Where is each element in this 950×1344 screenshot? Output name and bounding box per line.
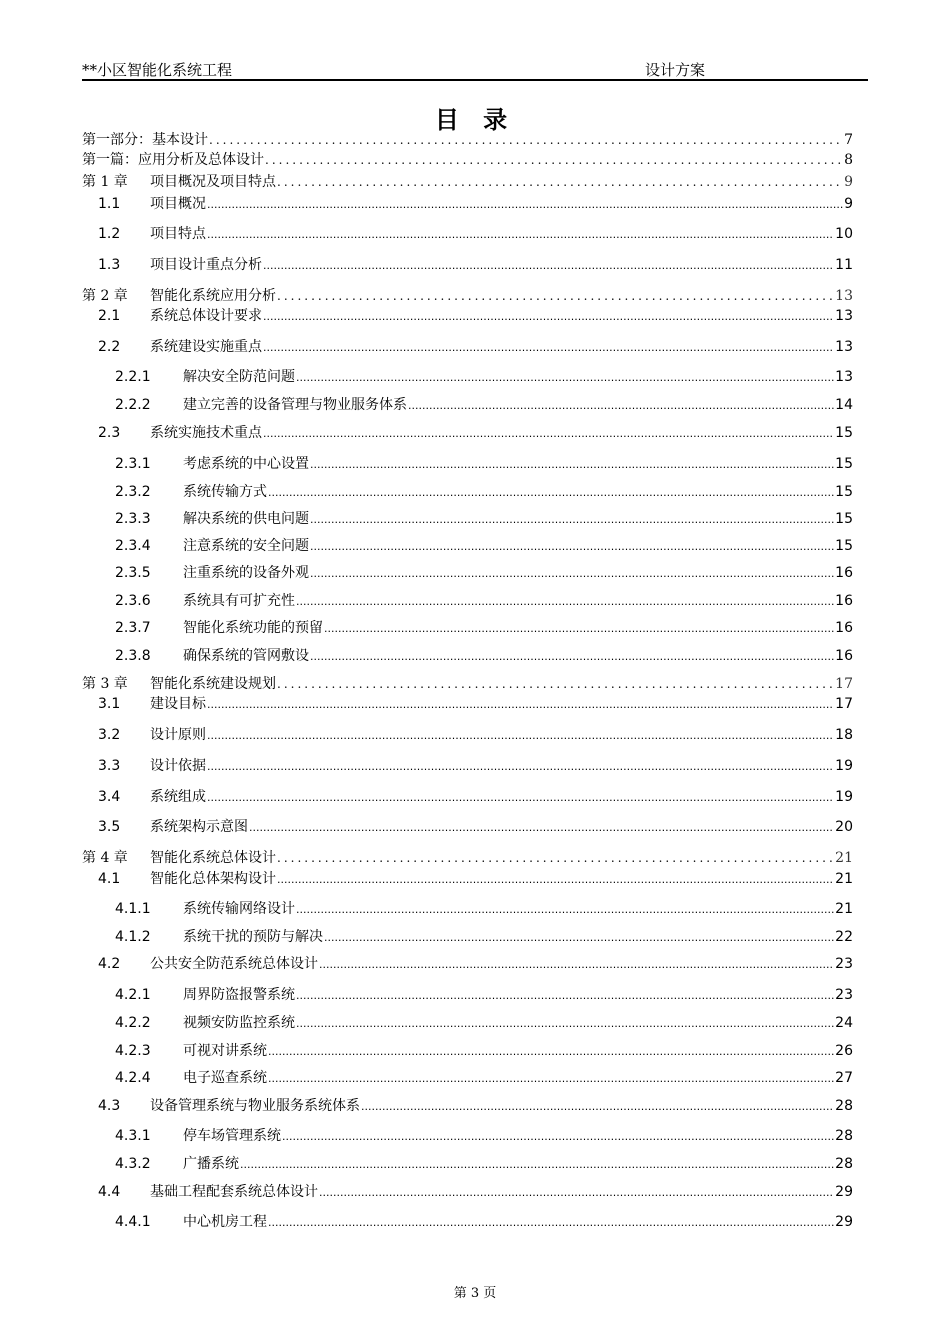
toc-entry-title: 建立完善的设备管理与物业服务体系 (183, 397, 407, 413)
toc-leader-dots (296, 900, 834, 920)
toc-entry-title: 系统传输网络设计 (183, 901, 295, 917)
toc-entry-title: 建设目标 (150, 696, 206, 712)
toc-entry-number: 第 1 章 (82, 174, 128, 190)
toc-leader-dots (310, 510, 834, 530)
toc-entry[interactable] (82, 1041, 853, 1061)
toc-entry[interactable] (82, 395, 853, 415)
toc-leader-dots (282, 1127, 834, 1147)
toc-leader-dots (296, 368, 834, 388)
toc-entry-title: 项目特点 (150, 226, 206, 242)
toc-entry-title: 公共安全防范系统总体设计 (150, 956, 318, 972)
toc-entry[interactable] (82, 899, 853, 919)
toc-entry-page: 24 (835, 1015, 853, 1031)
toc-leader-dots (207, 757, 834, 777)
toc-entry-title: 可视对讲系统 (183, 1043, 267, 1059)
toc-entry[interactable] (82, 694, 853, 714)
toc-leader-dots (277, 172, 843, 192)
toc-entry-page: 8 (844, 152, 853, 168)
toc-entry-page: 22 (835, 929, 853, 945)
toc-entry-page: 19 (835, 758, 853, 774)
toc-entry-title: 设备管理系统与物业服务系统体系 (150, 1098, 360, 1114)
toc-entry[interactable] (82, 646, 853, 666)
toc-entry-number: 4.2 (98, 956, 121, 972)
toc-entry-page: 26 (835, 1043, 853, 1059)
toc-title: 目 录 (434, 106, 516, 134)
toc-entry-title: 系统架构示意图 (150, 819, 248, 835)
toc-entry[interactable] (82, 591, 853, 611)
toc-leader-dots (310, 564, 834, 584)
toc-entry-number: 2.3.1 (115, 456, 151, 472)
toc-entry-page: 23 (835, 987, 853, 1003)
toc-entry-title: 系统传输方式 (183, 484, 267, 500)
toc-entry-number: 4.2.4 (115, 1070, 151, 1086)
toc-entry-page: 28 (835, 1128, 853, 1144)
toc-entry-title: 解决系统的供电问题 (183, 511, 309, 527)
toc-leader-dots (207, 726, 834, 746)
toc-entry-title: 注重系统的设备外观 (183, 565, 309, 581)
toc-leader-dots (319, 955, 834, 975)
toc-entry-page: 11 (835, 257, 853, 273)
toc-leader-dots (268, 483, 834, 503)
toc-entry[interactable] (82, 509, 853, 529)
toc-leader-dots (263, 256, 834, 276)
toc-entry-number: 4.1.2 (115, 929, 151, 945)
toc-entry[interactable] (82, 194, 853, 214)
toc-leader-dots (319, 1183, 834, 1203)
toc-entry-page: 27 (835, 1070, 853, 1086)
toc-entry-page: 16 (835, 565, 853, 581)
toc-leader-dots (249, 818, 834, 838)
toc-entry-number: 3.3 (98, 758, 121, 774)
toc-leader-dots (209, 130, 843, 150)
toc-leader-dots (207, 788, 834, 808)
toc-entry-number: 2.2.1 (115, 369, 151, 385)
toc-entry-number: 2.3.8 (115, 648, 151, 664)
toc-leader-dots (268, 1213, 834, 1233)
toc-entry-number: 2.2 (98, 339, 121, 355)
toc-leader-dots (324, 619, 834, 639)
toc-entry-page: 14 (835, 397, 853, 413)
toc-entry-title: 广播系统 (183, 1156, 239, 1172)
toc-entry-page: 15 (835, 538, 853, 554)
toc-entry-page: 21 (835, 850, 853, 866)
toc-entry-page: 13 (835, 339, 853, 355)
toc-entry-page: 9 (844, 196, 853, 212)
toc-leader-dots (240, 1155, 834, 1175)
toc-entry-page: 10 (835, 226, 853, 242)
toc-entry-page: 15 (835, 425, 853, 441)
toc-entry-title: 智能化系统功能的预留 (183, 620, 323, 636)
toc-entry-number: 2.2.2 (115, 397, 151, 413)
toc-entry-title: 第一篇：应用分析及总体设计 (82, 152, 264, 168)
toc-entry-page: 28 (835, 1098, 853, 1114)
toc-entry-page: 13 (835, 308, 853, 324)
toc-entry-number: 3.5 (98, 819, 121, 835)
toc-entry[interactable] (82, 1182, 853, 1202)
toc-entry-number: 2.3.3 (115, 511, 151, 527)
toc-entry-title: 系统建设实施重点 (150, 339, 262, 355)
toc-entry-number: 3.1 (98, 696, 121, 712)
toc-entry-title: 智能化系统总体设计 (150, 850, 276, 866)
toc-entry-title: 视频安防监控系统 (183, 1015, 295, 1031)
toc-leader-dots (263, 338, 834, 358)
toc-entry[interactable] (82, 563, 853, 583)
toc-leader-dots (324, 928, 834, 948)
toc-entry-title: 项目概况及项目特点 (150, 174, 276, 190)
toc-entry-page: 16 (835, 593, 853, 609)
toc-entry-page: 16 (835, 648, 853, 664)
header-project-title: **小区智能化系统工程 (82, 61, 233, 79)
toc-leader-dots (277, 848, 834, 868)
toc-entry[interactable] (82, 787, 853, 807)
toc-entry[interactable] (82, 482, 853, 502)
toc-entry-page: 18 (835, 727, 853, 743)
toc-entry-number: 3.4 (98, 789, 121, 805)
toc-entry[interactable] (82, 954, 853, 974)
toc-entry[interactable] (82, 985, 853, 1005)
toc-entry-page: 15 (835, 484, 853, 500)
toc-entry[interactable] (82, 536, 853, 556)
header-doc-type: 设计方案 (645, 61, 706, 79)
toc-entry-number: 4.1 (98, 871, 121, 887)
toc-entry-number: 1.3 (98, 257, 121, 273)
toc-leader-dots (310, 455, 834, 475)
toc-entry-title: 项目设计重点分析 (150, 257, 262, 273)
toc-entry-title: 系统组成 (150, 789, 206, 805)
toc-leader-dots (361, 1097, 834, 1117)
toc-entry[interactable] (82, 927, 853, 947)
toc-entry-number: 2.3.5 (115, 565, 151, 581)
toc-entry-title: 智能化总体架构设计 (150, 871, 276, 887)
toc-entry[interactable] (82, 869, 853, 889)
toc-entry[interactable] (82, 1096, 853, 1116)
toc-entry[interactable] (82, 1154, 853, 1174)
toc-entry-number: 2.3.7 (115, 620, 151, 636)
toc-entry-title: 系统具有可扩充性 (183, 593, 295, 609)
toc-leader-dots (263, 307, 834, 327)
toc-entry-page: 13 (835, 288, 853, 304)
toc-entry-page: 29 (835, 1214, 853, 1230)
toc-entry-title: 系统实施技术重点 (150, 425, 262, 441)
toc-entry-number: 2.1 (98, 308, 121, 324)
toc-entry[interactable] (82, 255, 853, 275)
toc-entry-title: 设计原则 (150, 727, 206, 743)
toc-entry[interactable] (82, 306, 853, 326)
toc-entry-number: 4.4 (98, 1184, 121, 1200)
toc-entry[interactable] (82, 224, 853, 244)
toc-entry[interactable] (82, 337, 853, 357)
toc-entry[interactable] (82, 150, 853, 170)
toc-entry[interactable] (82, 367, 853, 387)
toc-entry-page: 21 (835, 901, 853, 917)
toc-entry-title: 中心机房工程 (183, 1214, 267, 1230)
table-of-contents (82, 0, 853, 1344)
toc-leader-dots (207, 225, 834, 245)
toc-entry-title: 设计依据 (150, 758, 206, 774)
toc-entry-page: 17 (835, 676, 853, 692)
toc-leader-dots (296, 592, 834, 612)
toc-entry-number: 4.2.3 (115, 1043, 151, 1059)
toc-entry-number: 第 4 章 (82, 850, 128, 866)
toc-entry-number: 4.3 (98, 1098, 121, 1114)
toc-entry-title: 智能化系统建设规划 (150, 676, 276, 692)
toc-leader-dots (265, 150, 843, 170)
toc-entry-page: 21 (835, 871, 853, 887)
toc-entry-page: 13 (835, 369, 853, 385)
toc-entry-page: 16 (835, 620, 853, 636)
toc-entry-number: 第 3 章 (82, 676, 128, 692)
toc-entry[interactable] (82, 286, 853, 306)
toc-entry-title: 解决安全防范问题 (183, 369, 295, 385)
toc-entry-title: 停车场管理系统 (183, 1128, 281, 1144)
toc-leader-dots (268, 1042, 834, 1062)
toc-entry[interactable] (82, 1126, 853, 1146)
toc-entry[interactable] (82, 423, 853, 443)
toc-entry-title: 第一部分：基本设计 (82, 132, 208, 148)
toc-entry-page: 28 (835, 1156, 853, 1172)
toc-entry-number: 4.2.1 (115, 987, 151, 1003)
toc-entry-page: 7 (844, 132, 853, 148)
toc-entry-title: 系统干扰的预防与解决 (183, 929, 323, 945)
toc-entry-page: 23 (835, 956, 853, 972)
toc-entry[interactable] (82, 618, 853, 638)
toc-entry-number: 2.3.4 (115, 538, 151, 554)
toc-leader-dots (277, 286, 834, 306)
toc-entry[interactable] (82, 848, 853, 868)
toc-entry-number: 3.2 (98, 727, 121, 743)
toc-entry-page: 15 (835, 456, 853, 472)
toc-entry[interactable] (82, 756, 853, 776)
toc-entry-title: 确保系统的管网敷设 (183, 648, 309, 664)
toc-leader-dots (268, 1069, 834, 1089)
toc-entry-title: 周界防盗报警系统 (183, 987, 295, 1003)
toc-leader-dots (408, 396, 834, 416)
toc-leader-dots (207, 695, 834, 715)
toc-entry-page: 20 (835, 819, 853, 835)
toc-leader-dots (263, 424, 834, 444)
toc-entry[interactable] (82, 725, 853, 745)
toc-entry-title: 智能化系统应用分析 (150, 288, 276, 304)
toc-entry[interactable] (82, 1212, 853, 1232)
toc-entry[interactable] (82, 817, 853, 837)
toc-entry-number: 1.2 (98, 226, 121, 242)
toc-entry-page: 15 (835, 511, 853, 527)
toc-entry-number: 2.3.2 (115, 484, 151, 500)
toc-entry[interactable] (82, 1013, 853, 1033)
toc-leader-dots (310, 647, 834, 667)
toc-entry-number: 4.1.1 (115, 901, 151, 917)
toc-entry-number: 4.3.1 (115, 1128, 151, 1144)
toc-entry-number: 4.4.1 (115, 1214, 151, 1230)
toc-entry-title: 电子巡查系统 (183, 1070, 267, 1086)
toc-entry-number: 4.3.2 (115, 1156, 151, 1172)
toc-leader-dots (277, 674, 834, 694)
toc-entry-number: 1.1 (98, 196, 121, 212)
toc-entry-title: 考虑系统的中心设置 (183, 456, 309, 472)
toc-entry-title: 项目概况 (150, 196, 206, 212)
toc-leader-dots (277, 870, 834, 890)
toc-entry-title: 系统总体设计要求 (150, 308, 262, 324)
toc-entry[interactable] (82, 1068, 853, 1088)
toc-leader-dots (207, 195, 843, 215)
toc-entry-page: 29 (835, 1184, 853, 1200)
toc-leader-dots (296, 1014, 834, 1034)
toc-leader-dots (296, 986, 834, 1006)
toc-entry-title: 注意系统的安全问题 (183, 538, 309, 554)
toc-entry[interactable] (82, 130, 853, 150)
toc-entry-page: 9 (844, 174, 853, 190)
toc-entry-number: 第 2 章 (82, 288, 128, 304)
toc-entry-page: 19 (835, 789, 853, 805)
toc-entry-page: 17 (835, 696, 853, 712)
toc-entry[interactable] (82, 172, 853, 192)
toc-entry[interactable] (82, 674, 853, 694)
toc-entry-number: 2.3 (98, 425, 121, 441)
toc-leader-dots (310, 537, 834, 557)
page-number: 第 3 页 (453, 1286, 497, 1301)
toc-entry[interactable] (82, 454, 853, 474)
toc-entry-title: 基础工程配套系统总体设计 (150, 1184, 318, 1200)
toc-entry-number: 4.2.2 (115, 1015, 151, 1031)
toc-entry-number: 2.3.6 (115, 593, 151, 609)
